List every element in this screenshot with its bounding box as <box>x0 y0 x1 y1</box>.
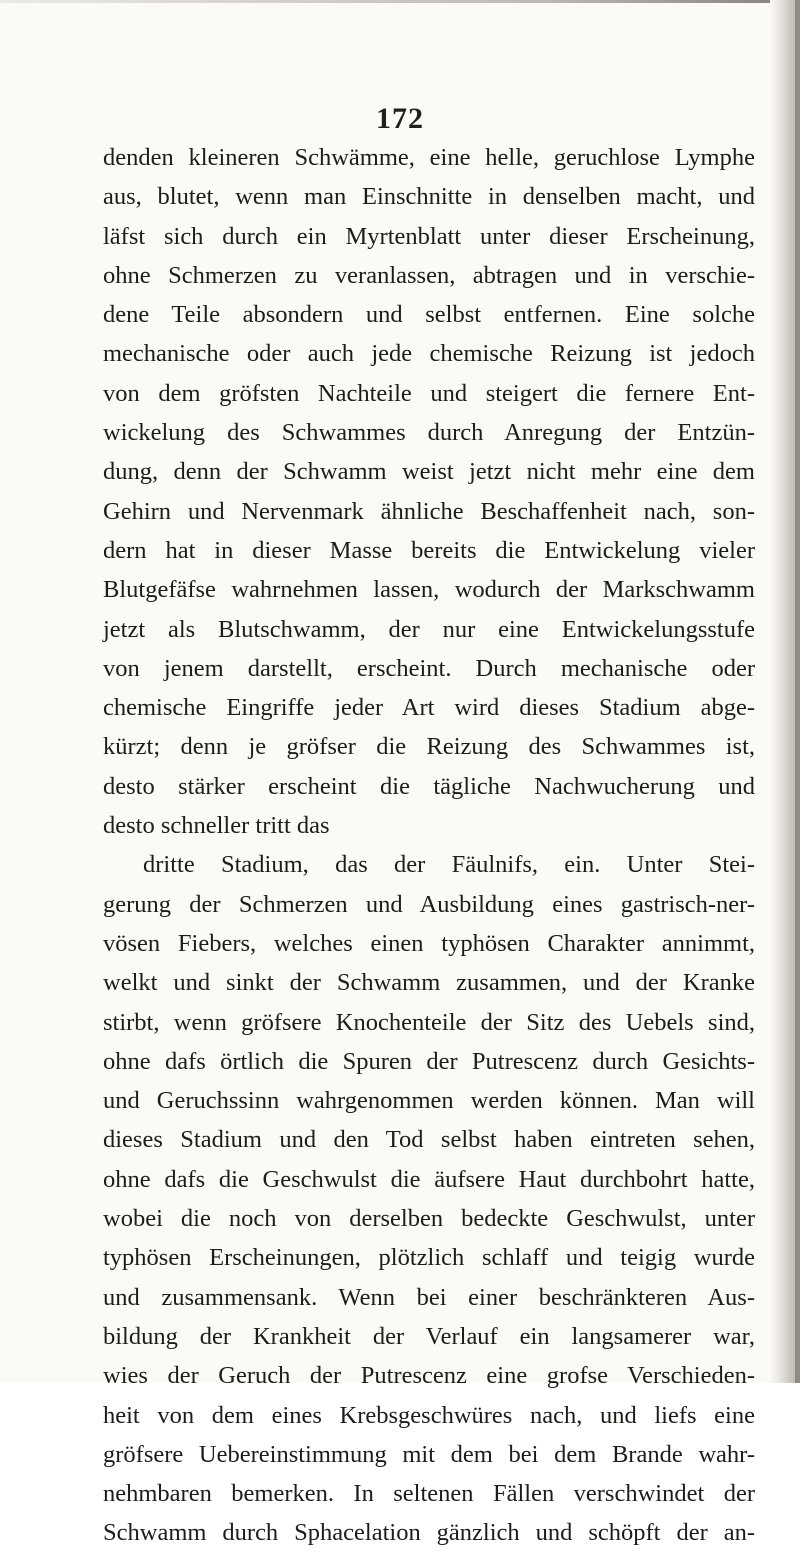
text-line: aus, blutet, wenn man Einschnitte in denselben macht, und <box>103 183 755 211</box>
text-line: chemische Eingriffe jeder Art wird dieses Stadium abge- <box>103 694 755 722</box>
text-line: ohne dafs die Geschwulst die äufsere Haut durchbohrt hatte, <box>103 1165 755 1193</box>
text-line: desto schneller tritt das <box>103 812 330 840</box>
text-line: typhösen Erscheinungen, plötzlich schlaff und teigig wurde <box>103 1244 755 1272</box>
text-line: wobei die noch von derselben bedeckte Geschwulst, unter <box>103 1205 755 1233</box>
binding-shadow <box>795 0 800 1383</box>
text-line: von dem gröfsten Nachteile und steigert die fernere Ent- <box>103 379 755 407</box>
text-line: und zusammensank. Wenn bei einer beschränkteren Aus- <box>103 1283 755 1311</box>
text-line: dieses Stadium und den Tod selbst haben eintreten sehen, <box>103 1126 755 1154</box>
text-line: nehmbaren bemerken. In seltenen Fällen verschwindet der <box>103 1480 755 1508</box>
body-text <box>103 138 755 1553</box>
text-line: von jenem darstellt, erscheint. Durch mechanische oder <box>103 654 755 682</box>
text-line: gröfsere Uebereinstimmung mit dem bei dem Brande wahr- <box>103 1440 755 1468</box>
text-line: und Geruchssinn wahrgenommen werden können. Man will <box>103 1087 755 1115</box>
text-line: jetzt als Blutschwamm, der nur eine Entwickelungsstufe <box>103 615 755 643</box>
text-line: kürzt; denn je gröfser die Reizung des Schwammes ist, <box>103 733 755 761</box>
text-line: Schwamm durch Sphacelation gänzlich und schöpft der an- <box>103 1519 755 1547</box>
text-line: läfst sich durch ein Myrtenblatt unter dieser Erscheinung, <box>103 222 755 250</box>
page-number: 172 <box>376 102 424 135</box>
text-line: vösen Fiebers, welches einen typhösen Charakter annimmt, <box>103 929 755 957</box>
text-line: dern hat in dieser Masse bereits die Entwickelung vieler <box>103 536 755 564</box>
text-line-stage-heading: dritte Stadium, das der Fäulnifs, ein. Unter Stei- <box>143 851 755 879</box>
text-line: denden kleineren Schwämme, eine helle, geruchlose Lymphe <box>103 144 755 171</box>
text-line: stirbt, wenn gröfsere Knochenteile der Sitz des Uebels sind, <box>103 1008 755 1036</box>
text-line: bildung der Krankheit der Verlauf ein langsamerer war, <box>103 1322 755 1350</box>
text-line: ohne dafs örtlich die Spuren der Putrescenz durch Gesichts- <box>103 1047 755 1075</box>
text-line: dene Teile absondern und selbst entfernen. Eine solche <box>103 301 755 329</box>
text-line: Gehirn und Nervenmark ähnliche Beschaffenheit nach, son- <box>103 497 755 525</box>
text-line: welkt und sinkt der Schwamm zusammen, und der Kranke <box>103 969 755 997</box>
text-line: wies der Geruch der Putrescenz eine grofse Verschieden- <box>103 1362 755 1390</box>
text-line: Blutgefäfse wahrnehmen lassen, wodurch der Markschwamm <box>103 576 755 604</box>
text-line: mechanische oder auch jede chemische Reizung ist jedoch <box>103 340 755 368</box>
text-line: dung, denn der Schwamm weist jetzt nicht mehr eine dem <box>103 458 755 486</box>
text-line: ohne Schmerzen zu veranlassen, abtragen und in verschie- <box>103 261 755 289</box>
top-edge-rule <box>0 0 770 3</box>
text-line: heit von dem eines Krebsgeschwüres nach, und liefs eine <box>103 1401 755 1429</box>
text-line: desto stärker erscheint die tägliche Nachwucherung und <box>103 772 755 800</box>
text-line: gerung der Schmerzen und Ausbildung eines gastrisch-ner- <box>103 890 755 918</box>
text-line: wickelung des Schwammes durch Anregung der Entzün- <box>103 419 755 447</box>
